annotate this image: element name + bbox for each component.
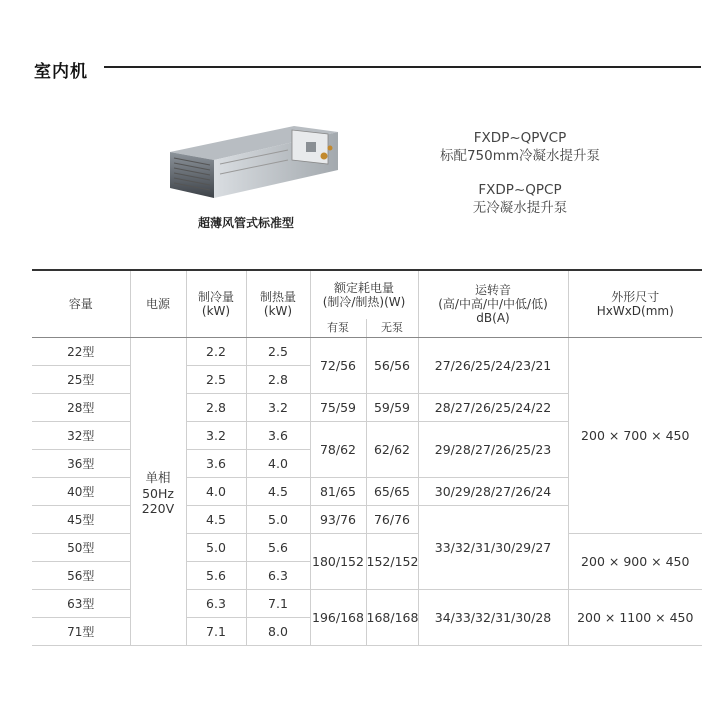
- header-noise: [418, 270, 568, 338]
- capacity-cell: 50型: [32, 534, 130, 562]
- dims-cell: 200 × 900 × 450: [568, 534, 702, 590]
- ducted-unit-image: [166, 112, 342, 202]
- header-cooling: [186, 270, 246, 338]
- power-frequency: 50Hz: [142, 485, 174, 501]
- header-heating-unit: (kW): [263, 304, 293, 318]
- model-code: FXDP~QPVCP: [473, 130, 567, 146]
- heating-cell: 8.0: [246, 618, 310, 646]
- model-block-no-pump: [430, 181, 610, 217]
- header-dims-line: 外形尺寸: [611, 290, 660, 304]
- heating-cell: 2.5: [246, 338, 310, 366]
- dims-cell: 200 × 1100 × 450: [568, 590, 702, 646]
- capacity-cell: 45型: [32, 506, 130, 534]
- header-rated-power-unit: (制冷/制热)(W): [322, 295, 406, 309]
- cooling-cell: 3.2: [186, 422, 246, 450]
- heating-cell: 3.2: [246, 394, 310, 422]
- capacity-cell: 71型: [32, 618, 130, 646]
- header-cooling-line: 制冷量: [197, 290, 234, 304]
- capacity-cell: 56型: [32, 562, 130, 590]
- heating-cell: 4.0: [246, 450, 310, 478]
- cooling-cell: 7.1: [186, 618, 246, 646]
- capacity-cell: 36型: [32, 450, 130, 478]
- heating-cell: 7.1: [246, 590, 310, 618]
- capacity-cell: 22型: [32, 338, 130, 366]
- no-pump-cell: 59/59: [366, 394, 418, 422]
- cooling-cell: 6.3: [186, 590, 246, 618]
- model-block-pump: [430, 129, 610, 165]
- noise-cell: 29/28/27/26/25/23: [418, 422, 568, 478]
- header-power: 电源: [130, 270, 186, 338]
- cooling-cell: 5.6: [186, 562, 246, 590]
- power-voltage: 220V: [141, 500, 175, 516]
- power-phase: 单相: [145, 469, 171, 485]
- with-pump-cell: 93/76: [310, 506, 366, 534]
- heating-cell: 5.6: [246, 534, 310, 562]
- capacity-cell: 40型: [32, 478, 130, 506]
- cooling-cell: 2.8: [186, 394, 246, 422]
- model-description: 标配750mm冷凝水提升泵: [439, 148, 601, 164]
- model-code: FXDP~QPCP: [478, 182, 562, 198]
- noise-cell: 33/32/31/30/29/27: [418, 506, 568, 590]
- dims-cell: 200 × 700 × 450: [568, 338, 702, 534]
- product-caption: 超薄风管式标准型: [198, 216, 295, 230]
- header-rated-power-line: 额定耗电量: [334, 281, 395, 295]
- no-pump-cell: 56/56: [366, 338, 418, 394]
- with-pump-cell: 78/62: [310, 422, 366, 478]
- header-noise-levels: (高/中高/中/中低/低): [438, 297, 548, 311]
- no-pump-cell: 152/152: [366, 534, 418, 590]
- noise-cell: 28/27/26/25/24/22: [418, 394, 568, 422]
- header-heating: [246, 270, 310, 338]
- heating-cell: 3.6: [246, 422, 310, 450]
- with-pump-cell: 81/65: [310, 478, 366, 506]
- header-cooling-unit: (kW): [201, 304, 231, 318]
- heating-cell: 4.5: [246, 478, 310, 506]
- spec-table: [32, 269, 702, 646]
- header-dims: [568, 270, 702, 338]
- cooling-cell: 3.6: [186, 450, 246, 478]
- heating-cell: 5.0: [246, 506, 310, 534]
- table-row: [32, 338, 702, 366]
- header-noise-line: 运转音: [475, 283, 512, 297]
- capacity-cell: 25型: [32, 366, 130, 394]
- no-pump-cell: 65/65: [366, 478, 418, 506]
- capacity-cell: 63型: [32, 590, 130, 618]
- header-rated-power: [310, 270, 418, 319]
- title-divider: [104, 66, 701, 68]
- with-pump-cell: 196/168: [310, 590, 366, 646]
- header-with-pump: 有泵: [310, 319, 366, 338]
- cooling-cell: 5.0: [186, 534, 246, 562]
- cooling-cell: 2.5: [186, 366, 246, 394]
- heating-cell: 6.3: [246, 562, 310, 590]
- section-title: 室内机: [34, 62, 88, 82]
- noise-cell: 27/26/25/24/23/21: [418, 338, 568, 394]
- header-capacity: 容量: [32, 270, 130, 338]
- cooling-cell: 4.0: [186, 478, 246, 506]
- power-supply-cell: [130, 338, 186, 646]
- with-pump-cell: 72/56: [310, 338, 366, 394]
- noise-cell: 30/29/28/27/26/24: [418, 478, 568, 506]
- heating-cell: 2.8: [246, 366, 310, 394]
- capacity-cell: 32型: [32, 422, 130, 450]
- cooling-cell: 4.5: [186, 506, 246, 534]
- cooling-cell: 2.2: [186, 338, 246, 366]
- no-pump-cell: 62/62: [366, 422, 418, 478]
- with-pump-cell: 180/152: [310, 534, 366, 590]
- header-heating-line: 制热量: [259, 290, 296, 304]
- no-pump-cell: 76/76: [366, 506, 418, 534]
- header-noise-unit: dB(A): [476, 311, 510, 325]
- header-dims-unit: HxWxD(mm): [596, 304, 674, 318]
- noise-cell: 34/33/32/31/30/28: [418, 590, 568, 646]
- model-description: 无冷凝水提升泵: [472, 200, 568, 216]
- with-pump-cell: 75/59: [310, 394, 366, 422]
- capacity-cell: 28型: [32, 394, 130, 422]
- no-pump-cell: 168/168: [366, 590, 418, 646]
- header-no-pump: 无泵: [366, 319, 418, 338]
